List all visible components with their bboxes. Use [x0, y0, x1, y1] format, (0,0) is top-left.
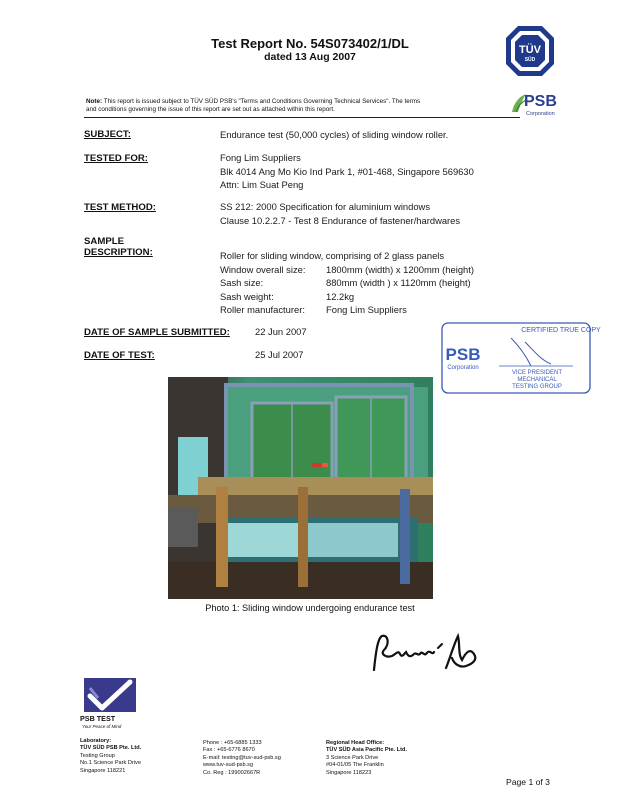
contact-website: www.tuv-sud-psb.sg	[203, 762, 254, 769]
psb-logo-text: PSB	[524, 93, 557, 110]
regional-line: 3 Science Park Drive	[326, 754, 379, 761]
certified-true-copy-stamp	[441, 322, 601, 394]
tuv-logo-subtext: SÜD	[524, 57, 536, 63]
psb-test-label: PSB TEST	[80, 714, 116, 723]
header-divider	[84, 117, 520, 118]
tested-for-value	[220, 151, 474, 192]
psb-test-tagline: Your Peace of Mind	[82, 724, 122, 729]
sample-row-key: Sash size:	[220, 277, 264, 288]
sample-row-value: Fong Lim Suppliers	[326, 304, 407, 315]
stamp-line-3: TESTING GROUP	[512, 384, 562, 390]
test-method-value	[220, 200, 460, 227]
date-of-test-label: DATE OF TEST:	[84, 350, 155, 361]
stamp-psb-text: PSB	[445, 345, 481, 364]
regional-line: #04-01/05 The Franklin	[326, 762, 384, 769]
lab-heading: Laboratory:	[80, 738, 112, 744]
stamp-certified-text: CERTIFIED TRUE COPY	[521, 327, 601, 334]
test-method-label: TEST METHOD:	[84, 202, 156, 213]
sample-description-label	[84, 236, 153, 258]
psb-test-logo	[80, 676, 140, 714]
contact-fax: Fax : +65-6776 8670	[203, 747, 255, 754]
note-line-2: and conditions governing the issue of this report are set out as attached within this report.	[86, 105, 335, 113]
date-submitted-value: 22 Jun 2007	[255, 326, 307, 337]
tuv-logo-text: TÜV	[519, 44, 541, 56]
psb-logo-subtext: Corporation	[526, 111, 555, 117]
sample-row-key: Sash weight:	[220, 291, 274, 302]
date-of-test-value: 25 Jul 2007	[255, 349, 304, 360]
tested-for-label: TESTED FOR:	[84, 153, 148, 164]
sample-label-line-1: SAMPLE	[84, 236, 124, 247]
tested-for-attention: Attn: Lim Suat Peng	[220, 179, 304, 190]
photo-caption: Photo 1: Sliding window undergoing endurance test	[205, 603, 415, 613]
stamp-line-2: MECHANICAL	[517, 377, 557, 383]
test-method-standard: SS 212: 2000 Specification for aluminium windows	[220, 201, 431, 212]
sample-row-value: 1800mm (width) x 1200mm (height)	[326, 264, 474, 275]
sample-row-value: 12.2kg	[326, 291, 355, 302]
terms-note	[86, 98, 516, 113]
sample-label-line-2: DESCRIPTION:	[84, 247, 153, 258]
psb-corporation-logo	[508, 84, 562, 118]
tested-for-company: Fong Lim Suppliers	[220, 152, 301, 163]
note-label: Note:	[86, 98, 103, 105]
footer-contact	[203, 740, 281, 777]
contact-email: E-mail: testing@tuv-sud-psb.sg	[203, 754, 281, 761]
sample-row-key: Window overall size:	[220, 264, 306, 275]
sliding-window-test-photo	[168, 377, 433, 599]
tested-for-address: Blk 4014 Ang Mo Kio Ind Park 1, #01-468, Singapore 569630	[220, 165, 474, 177]
lab-line: No.1 Science Park Drive	[80, 760, 141, 767]
lab-line: Testing Group	[80, 752, 115, 759]
regional-heading: Regional Head Office:	[326, 740, 385, 746]
contact-co-reg: Co. Reg : 199002667R	[203, 769, 261, 776]
contact-phone: Phone : +65-6885 1333	[203, 740, 262, 746]
footer-regional-office	[326, 740, 407, 777]
regional-name: TÜV SÜD Asia Pacific Pte. Ltd.	[326, 747, 407, 754]
subject-value: Endurance test (50,000 cycles) of sliding window roller.	[220, 129, 449, 140]
lab-name: TÜV SÜD PSB Pte. Ltd.	[80, 745, 142, 752]
regional-line: Singapore 118223	[326, 769, 372, 776]
stamp-corp-text: Corporation	[447, 365, 479, 371]
tuv-sud-logo	[504, 24, 556, 80]
report-title: Test Report No. 54S073402/1/DL	[211, 36, 409, 51]
note-line-1: This report is issued subject to TÜV SÜD PSB's "Terms and Conditions Governing Technical Services". The terms	[103, 98, 421, 105]
stamp-line-1: VICE PRESIDENT	[511, 370, 563, 376]
page-number: Page 1 of 3	[506, 777, 550, 787]
sample-row-value: 880mm (width ) x 1120mm (height)	[326, 277, 471, 288]
lab-line: Singapore 118221	[80, 767, 126, 774]
report-date: dated 13 Aug 2007	[264, 51, 356, 63]
sample-row-key: Roller manufacturer:	[220, 304, 305, 315]
date-submitted-label: DATE OF SAMPLE SUBMITTED:	[84, 327, 230, 338]
subject-label: SUBJECT:	[84, 129, 131, 140]
footer-laboratory	[80, 738, 141, 775]
sample-intro: Roller for sliding window, comprising of 2 glass panels	[220, 250, 445, 261]
signature	[368, 630, 486, 678]
test-method-clause: Clause 10.2.2.7 - Test 8 Endurance of fastener/hardwares	[220, 214, 461, 226]
